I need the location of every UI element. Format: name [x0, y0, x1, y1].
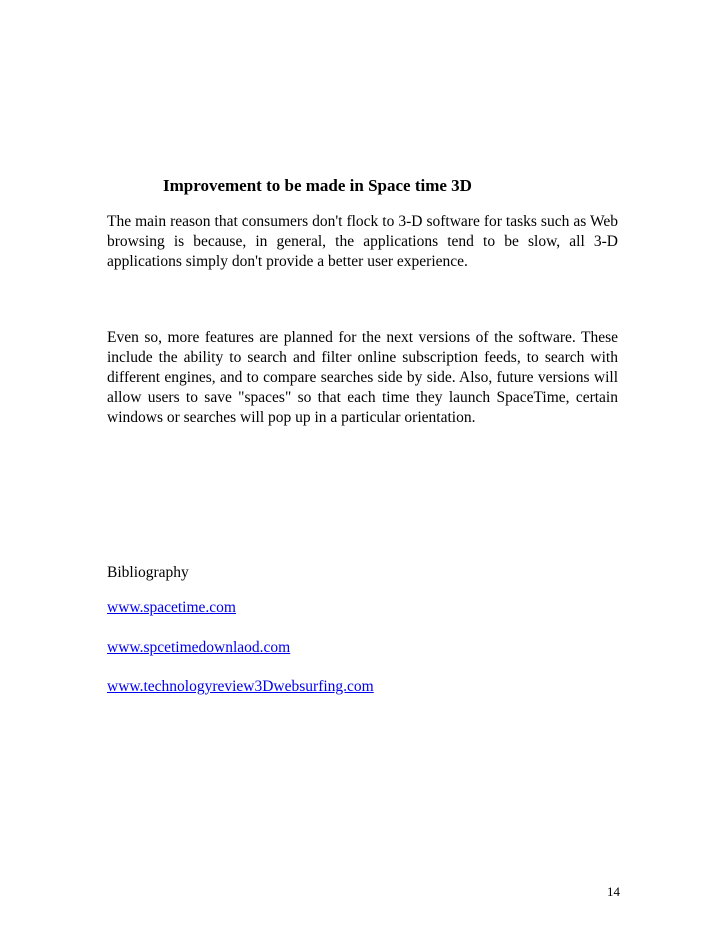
page-number: 14 — [607, 884, 620, 899]
bibliography-title: Bibliography — [107, 564, 189, 581]
bibliography-link-spacetime[interactable]: www.spacetime.com — [107, 599, 236, 616]
paragraph-intro: The main reason that consumers don't flock to 3-D software for tasks such as Web browsing is because, in general, the applications tend to be slow, all 3-D applications simply don't provide a better user experience. — [107, 213, 618, 270]
section-heading: Improvement to be made in Space time 3D — [163, 176, 472, 195]
bibliography-link-spcetimedownlaod[interactable]: www.spcetimedownlaod.com — [107, 639, 291, 656]
bibliography-link-technologyreview[interactable]: www.technologyreview3Dwebsurfing.com — [107, 678, 374, 695]
paragraph-features: Even so, more features are planned for the next versions of the software. These include the ability to search and filter online subscription feeds, to search with different engines, and to compare searches side by side. Also, future versions will allow users to save "spaces" so that each time they launch SpaceTime, certain windows or searches will pop up in a particular orientation. — [107, 329, 618, 426]
